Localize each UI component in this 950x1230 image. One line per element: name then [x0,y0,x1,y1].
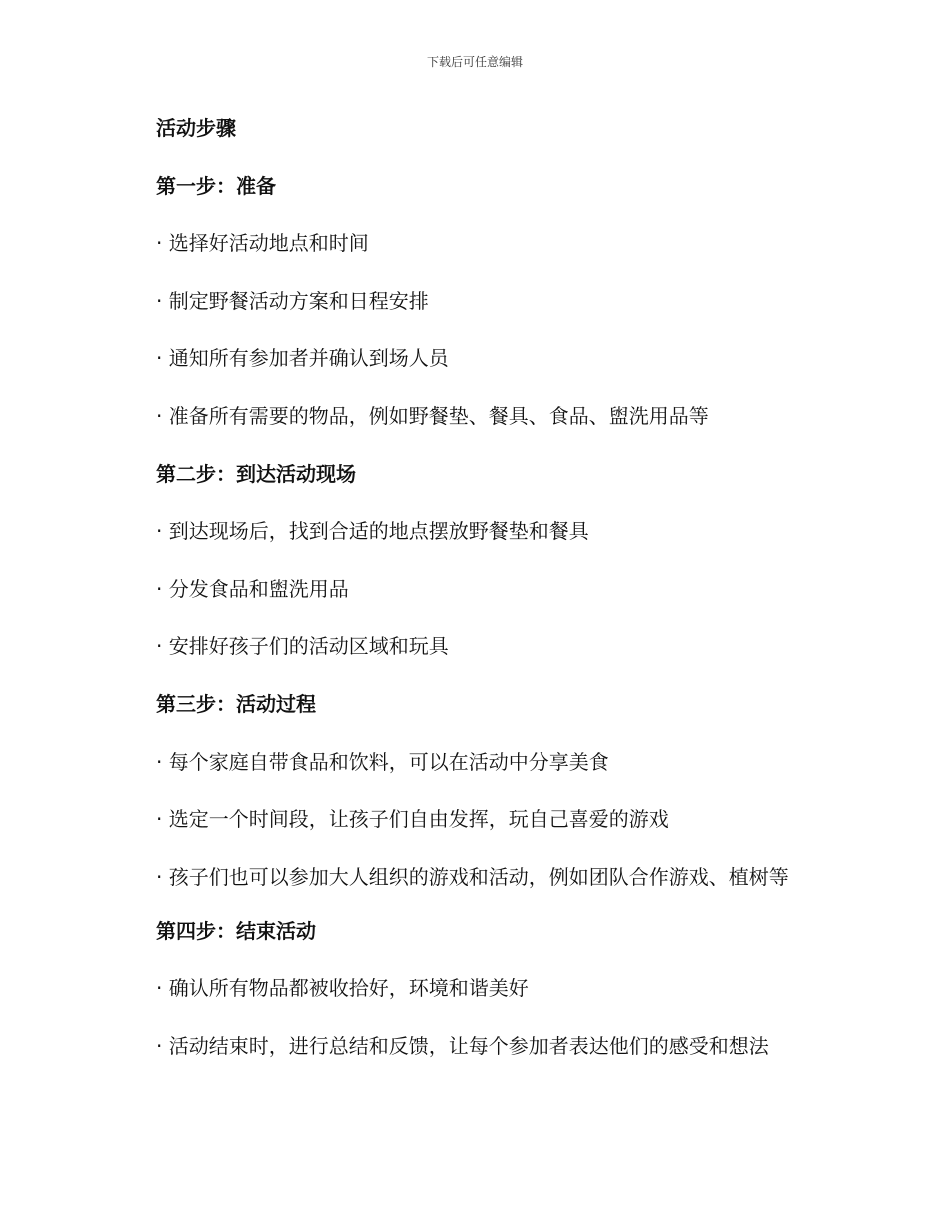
document-body [112,108,824,1084]
list-item: · 到达现场后，找到合适的地点摆放野餐垫和餐具 [156,519,589,544]
list-item: · 每个家庭自带食品和饮料，可以在活动中分享美食 [156,749,609,774]
list-item: · 安排好孩子们的活动区域和玩具 [156,634,449,659]
section-heading-1: 第一步：准备 [156,173,276,198]
list-item: · 制定野餐活动方案和日程安排 [156,288,429,313]
list-item: · 确认所有物品都被收拾好，环境和谐美好 [156,976,529,1001]
document-title: 活动步骤 [156,116,236,140]
section-heading-2: 第二步：到达活动现场 [156,461,356,486]
list-item: · 通知所有参加者并确认到场人员 [156,346,449,371]
page-header-note: 下载后可任意编辑 [426,55,523,69]
list-item: · 孩子们也可以参加大人组织的游戏和活动，例如团队合作游戏、植树等 [156,864,789,889]
list-item: · 分发食品和盥洗用品 [156,576,349,601]
section-heading-3: 第三步：活动过程 [156,691,316,716]
list-item: · 选择好活动地点和时间 [156,231,369,256]
list-item: · 准备所有需要的物品，例如野餐垫、餐具、食品、盥洗用品等 [156,403,709,428]
list-item: · 选定一个时间段，让孩子们自由发挥，玩自己喜爱的游戏 [156,807,669,832]
list-item: · 活动结束时，进行总结和反馈，让每个参加者表达他们的感受和想法 [156,1033,769,1058]
section-heading-4: 第四步：结束活动 [156,918,316,943]
